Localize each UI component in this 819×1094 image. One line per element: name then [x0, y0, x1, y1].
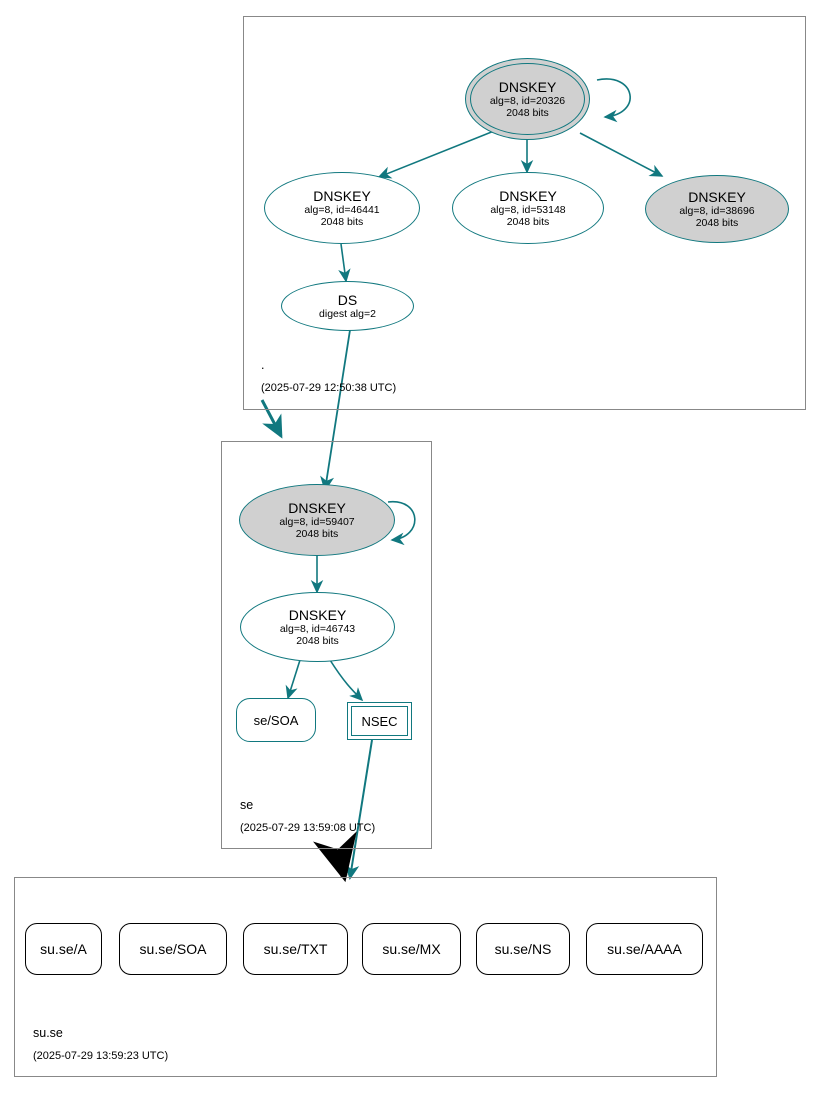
- node-dnskey-se-zsk-46743[interactable]: [240, 592, 395, 662]
- node-rrset-suse-a[interactable]: [25, 923, 102, 975]
- zone-label-suse: su.se: [33, 1026, 63, 1040]
- node-rrset-suse-soa[interactable]: [119, 923, 227, 975]
- node-line-2: alg=8, id=38696: [679, 205, 755, 217]
- node-line-1: DNSKEY: [288, 500, 346, 516]
- node-rrset-suse-mx[interactable]: [362, 923, 461, 975]
- node-dnskey-root-zsk-38696[interactable]: [645, 175, 789, 243]
- node-line-1: DNSKEY: [688, 189, 746, 205]
- node-ds-root[interactable]: [281, 281, 414, 331]
- node-line-2: alg=8, id=59407: [279, 516, 355, 528]
- node-dnskey-root-ksk-20326[interactable]: [465, 58, 590, 140]
- zone-label-root: .: [261, 358, 265, 372]
- node-line-2: alg=8, id=53148: [490, 204, 566, 216]
- node-line-3: 2048 bits: [320, 216, 364, 228]
- node-label: NSEC: [361, 713, 398, 729]
- zone-timestamp-se: (2025-07-29 13:59:08 UTC): [240, 822, 376, 834]
- node-line-3: 2048 bits: [296, 635, 339, 647]
- node-dnskey-se-ksk-59407[interactable]: [239, 484, 395, 556]
- zone-timestamp-suse: (2025-07-29 13:59:23 UTC): [33, 1050, 169, 1062]
- node-line-2: alg=8, id=46441: [304, 204, 380, 216]
- node-line-3: 2048 bits: [695, 217, 739, 229]
- node-line-1: DNSKEY: [498, 79, 557, 95]
- node-line-1: DNSKEY: [313, 188, 371, 204]
- node-rrset-se-nsec[interactable]: [347, 702, 412, 740]
- node-rrset-suse-aaaa[interactable]: [586, 923, 703, 975]
- node-label: se/SOA: [253, 712, 299, 728]
- zone-timestamp-root: (2025-07-29 12:50:38 UTC): [261, 382, 397, 394]
- node-line-3: 2048 bits: [506, 107, 549, 119]
- node-line-3: 2048 bits: [506, 216, 550, 228]
- node-rrset-suse-txt[interactable]: [243, 923, 348, 975]
- node-dnskey-root-zsk-53148[interactable]: [452, 172, 604, 244]
- node-rrset-suse-ns[interactable]: [476, 923, 570, 975]
- zone-label-se: se: [240, 798, 254, 812]
- node-rrset-se-soa[interactable]: [236, 698, 316, 742]
- node-line-2: alg=8, id=20326: [489, 95, 566, 107]
- node-line-1: DNSKEY: [288, 607, 347, 623]
- node-dnskey-root-zsk-46441[interactable]: [264, 172, 420, 244]
- node-line-3: 2048 bits: [295, 528, 339, 540]
- node-label: su.se/AAAA: [607, 941, 682, 957]
- node-line-1: DS: [337, 292, 358, 308]
- node-label: su.se/A: [40, 941, 87, 957]
- node-label: su.se/NS: [494, 941, 552, 957]
- node-line-2: digest alg=2: [319, 308, 376, 320]
- node-label: su.se/SOA: [139, 941, 207, 957]
- node-line-2: alg=8, id=46743: [279, 623, 356, 635]
- zone-box-suse: [14, 877, 717, 1077]
- node-label: su.se/TXT: [263, 941, 328, 957]
- node-line-1: DNSKEY: [499, 188, 557, 204]
- node-label: su.se/MX: [382, 941, 441, 957]
